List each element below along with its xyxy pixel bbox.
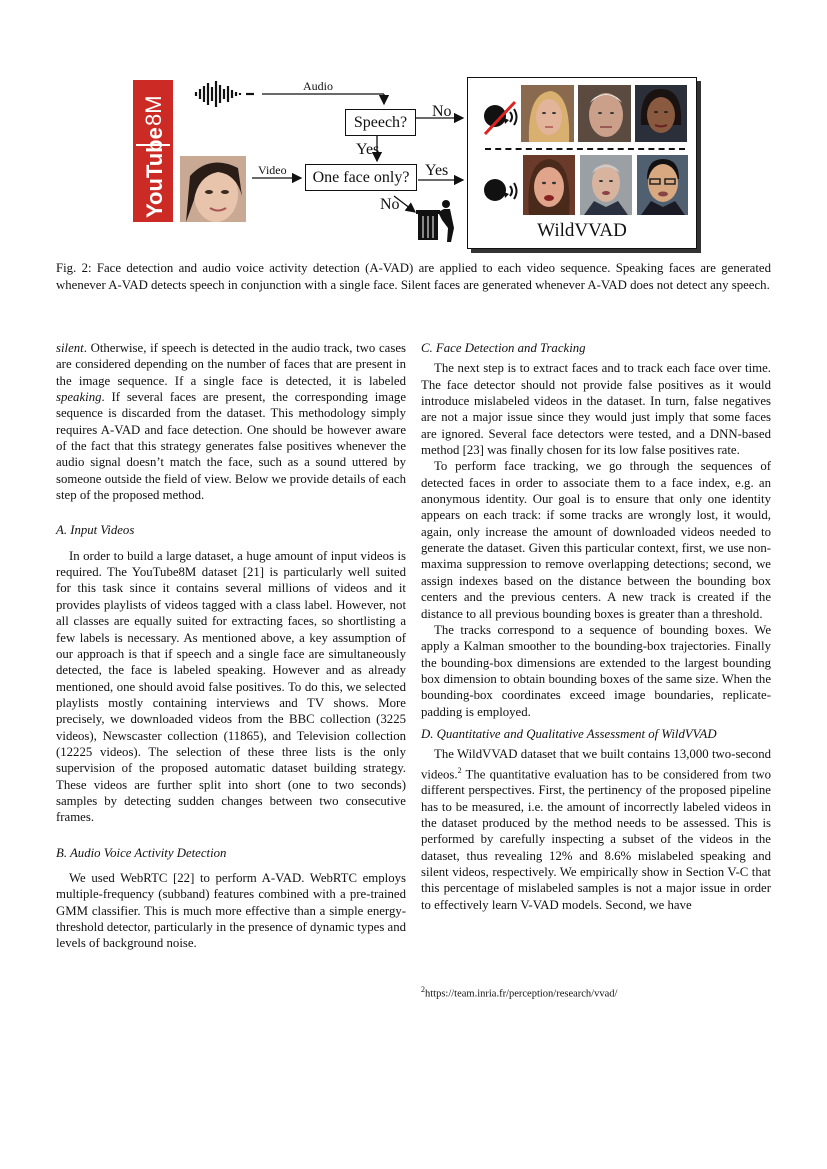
intro-italic-word: silent: [56, 341, 84, 355]
figure-pipeline: [0, 0, 827, 260]
section-c-heading: C. Face Detection and Tracking: [421, 341, 586, 355]
section-d-text-2: The quantitative evaluation has to be considered from two different perspectives. First, the pertinency of the proposed pipeline has to be measured, i.e. the amount of incorrectly labeled videos in the dataset produced by the method needs to be assessed. This is performed by carefully inspecting a subset of the videos in the dataset, thus revealing 12% and 8.6% mislabeled speaking and silent videos, respectively. We empirically show in Section V-C that this percentage of mislabeled samples is not a major issue in order to effectively learn V-VAD models. Second, we have: [421, 766, 771, 912]
silent-speaker-icon: [481, 98, 521, 138]
section-a-heading: A. Input Videos: [56, 523, 135, 538]
silent-face-1: [521, 85, 574, 142]
left-column: [56, 340, 406, 952]
intro-text-1: . Otherwise, if speech is detected in the audio track, two cases are considered depending on the number of faces that are present in the image sequence. If a single face is detected, it is labeled: [56, 341, 406, 388]
speaking-face-2: [580, 155, 632, 215]
speaking-face-1: [523, 155, 575, 215]
section-a-paragraph: In order to build a large dataset, a huge amount of input videos is required. The YouTube8M dataset [21] is particularly well suited for this task since it contains several millions of videos and it provides playlists of videos tagged with a class label. However, not all classes are equally suited for extracting faces, so shortlisting a few labels is necessary. As mentioned above, a key assumption of our approach is that if speech and a single face are simultaneously detected, the face is labeled speaking. However and as already mentioned, one should avoid false positives. To do this, we selected playlists mostly containing interviews and TV shows. More precisely, we downloaded videos from the BBC collection (3225 videos), Newscaster collection (11865), and Television collection (12225 videos). The selection of these three lists is the only supervision of the proposed automatic dataset building strategy. These videos are further split into short (one to two seconds) samples by detecting sudden changes between two consecutive frames.: [56, 548, 406, 825]
silent-face-3: [635, 85, 687, 142]
right-column: [421, 340, 771, 913]
video-arrow-label: Video: [258, 163, 287, 177]
no-label-one-face: No: [380, 196, 400, 213]
section-d-heading: D. Quantitative and Qualitative Assessment of WildVVAD: [421, 726, 717, 741]
dataset-name-label: WildVVAD: [537, 220, 627, 241]
section-d-paragraph-1: [421, 746, 771, 913]
no-label-speech: No: [432, 103, 452, 120]
section-c-paragraph-3: The tracks correspond to a sequence of bounding boxes. We apply a Kalman smoother to the bounding-box trajectories. Finally the bounding-box dimensions are extended to the largest bounding box dimension to obtain bounding boxes of the same size. When the bounding-box coordinates exceed image boundaries, replicate-padding is employed.: [421, 622, 771, 719]
section-b-heading: B. Audio Voice Activity Detection: [56, 845, 227, 860]
eight-m-logo-text: 8M: [141, 95, 166, 126]
section-c-paragraph-1: The next step is to extract faces and to track each face over time. The face detector should not provide false positives as it would introduce mislabeled videos in the dataset. In turn, false negatives are not a major issue since they would just imply that some faces are ignored. Several face detectors were tested, and a DNN-based method [23] was finally chosen for its low false positives rate.: [421, 361, 771, 458]
speaking-speaker-icon: [481, 172, 521, 212]
speech-decision-box: Speech?: [345, 109, 416, 136]
footnote-number: 2: [421, 985, 425, 994]
footnote: [421, 985, 771, 1000]
yes-label-one-face: Yes: [425, 162, 449, 179]
trash-bin-icon: [416, 198, 456, 244]
panel-divider: [485, 148, 685, 150]
footnote-marker: 2: [457, 765, 462, 775]
audio-arrow-label: Audio: [303, 79, 333, 93]
intro-paragraph: [56, 340, 406, 503]
footnote-url[interactable]: https://team.inria.fr/perception/research/vvad/: [425, 988, 618, 1000]
intro-text-2: . If several faces are present, the corresponding image sequence is discarded from the dataset. This methodology simply requires A-VAD and face detection. One should be however aware of the fact that this strategy generates false positives whenever the audio signal doesn’t match the face, such as a sound uttered by someone outside the field of view. Below we provide details of each step of the proposed method.: [56, 390, 406, 503]
silent-face-2: [578, 85, 631, 142]
yes-label-speech: Yes: [356, 141, 380, 158]
one-face-decision-box: One face only?: [305, 164, 417, 191]
figure-caption: Fig. 2: Face detection and audio voice activity detection (A-VAD) are applied to each video sequence. Speaking faces are generated whenever A-VAD detects speech in conjunction with a single face. Silent faces are generated whenever A-VAD does not detect any speech.: [56, 261, 771, 292]
speaking-face-3: [637, 155, 688, 215]
youtube-logo-text: YouTube: [142, 127, 167, 218]
section-b-paragraph: We used WebRTC [22] to perform A-VAD. WebRTC employs multiple-frequency (subband) features combined with a pre-trained GMM classifier. This is much more effective than a simple energy-threshold detector, particularly in the presence of dynamic types and levels of background noise.: [56, 870, 406, 951]
section-c-paragraph-2: To perform face tracking, we go through the sequences of detected faces in order to associate them to a face index, e.g. an anonymous identity. Our goal is to ensure that only one identity appears on each track: if some tracks are wrongly lost, it would, again, only increase the amount of downloaded videos needed to generate the dataset. Given this particular context, first, we use non-maxima suppression to remove overlapping detections; second, we assign indexes based on the distance between the bounding box centers and the previous centers. A new track is created if the distance to all previous bounding boxes is greater than a threshold.: [421, 459, 771, 621]
section-d-text-1: The WildVVAD dataset that we built contains 13,000 two-second videos.: [421, 747, 771, 781]
intro-italic-word-2: speaking: [56, 390, 102, 405]
